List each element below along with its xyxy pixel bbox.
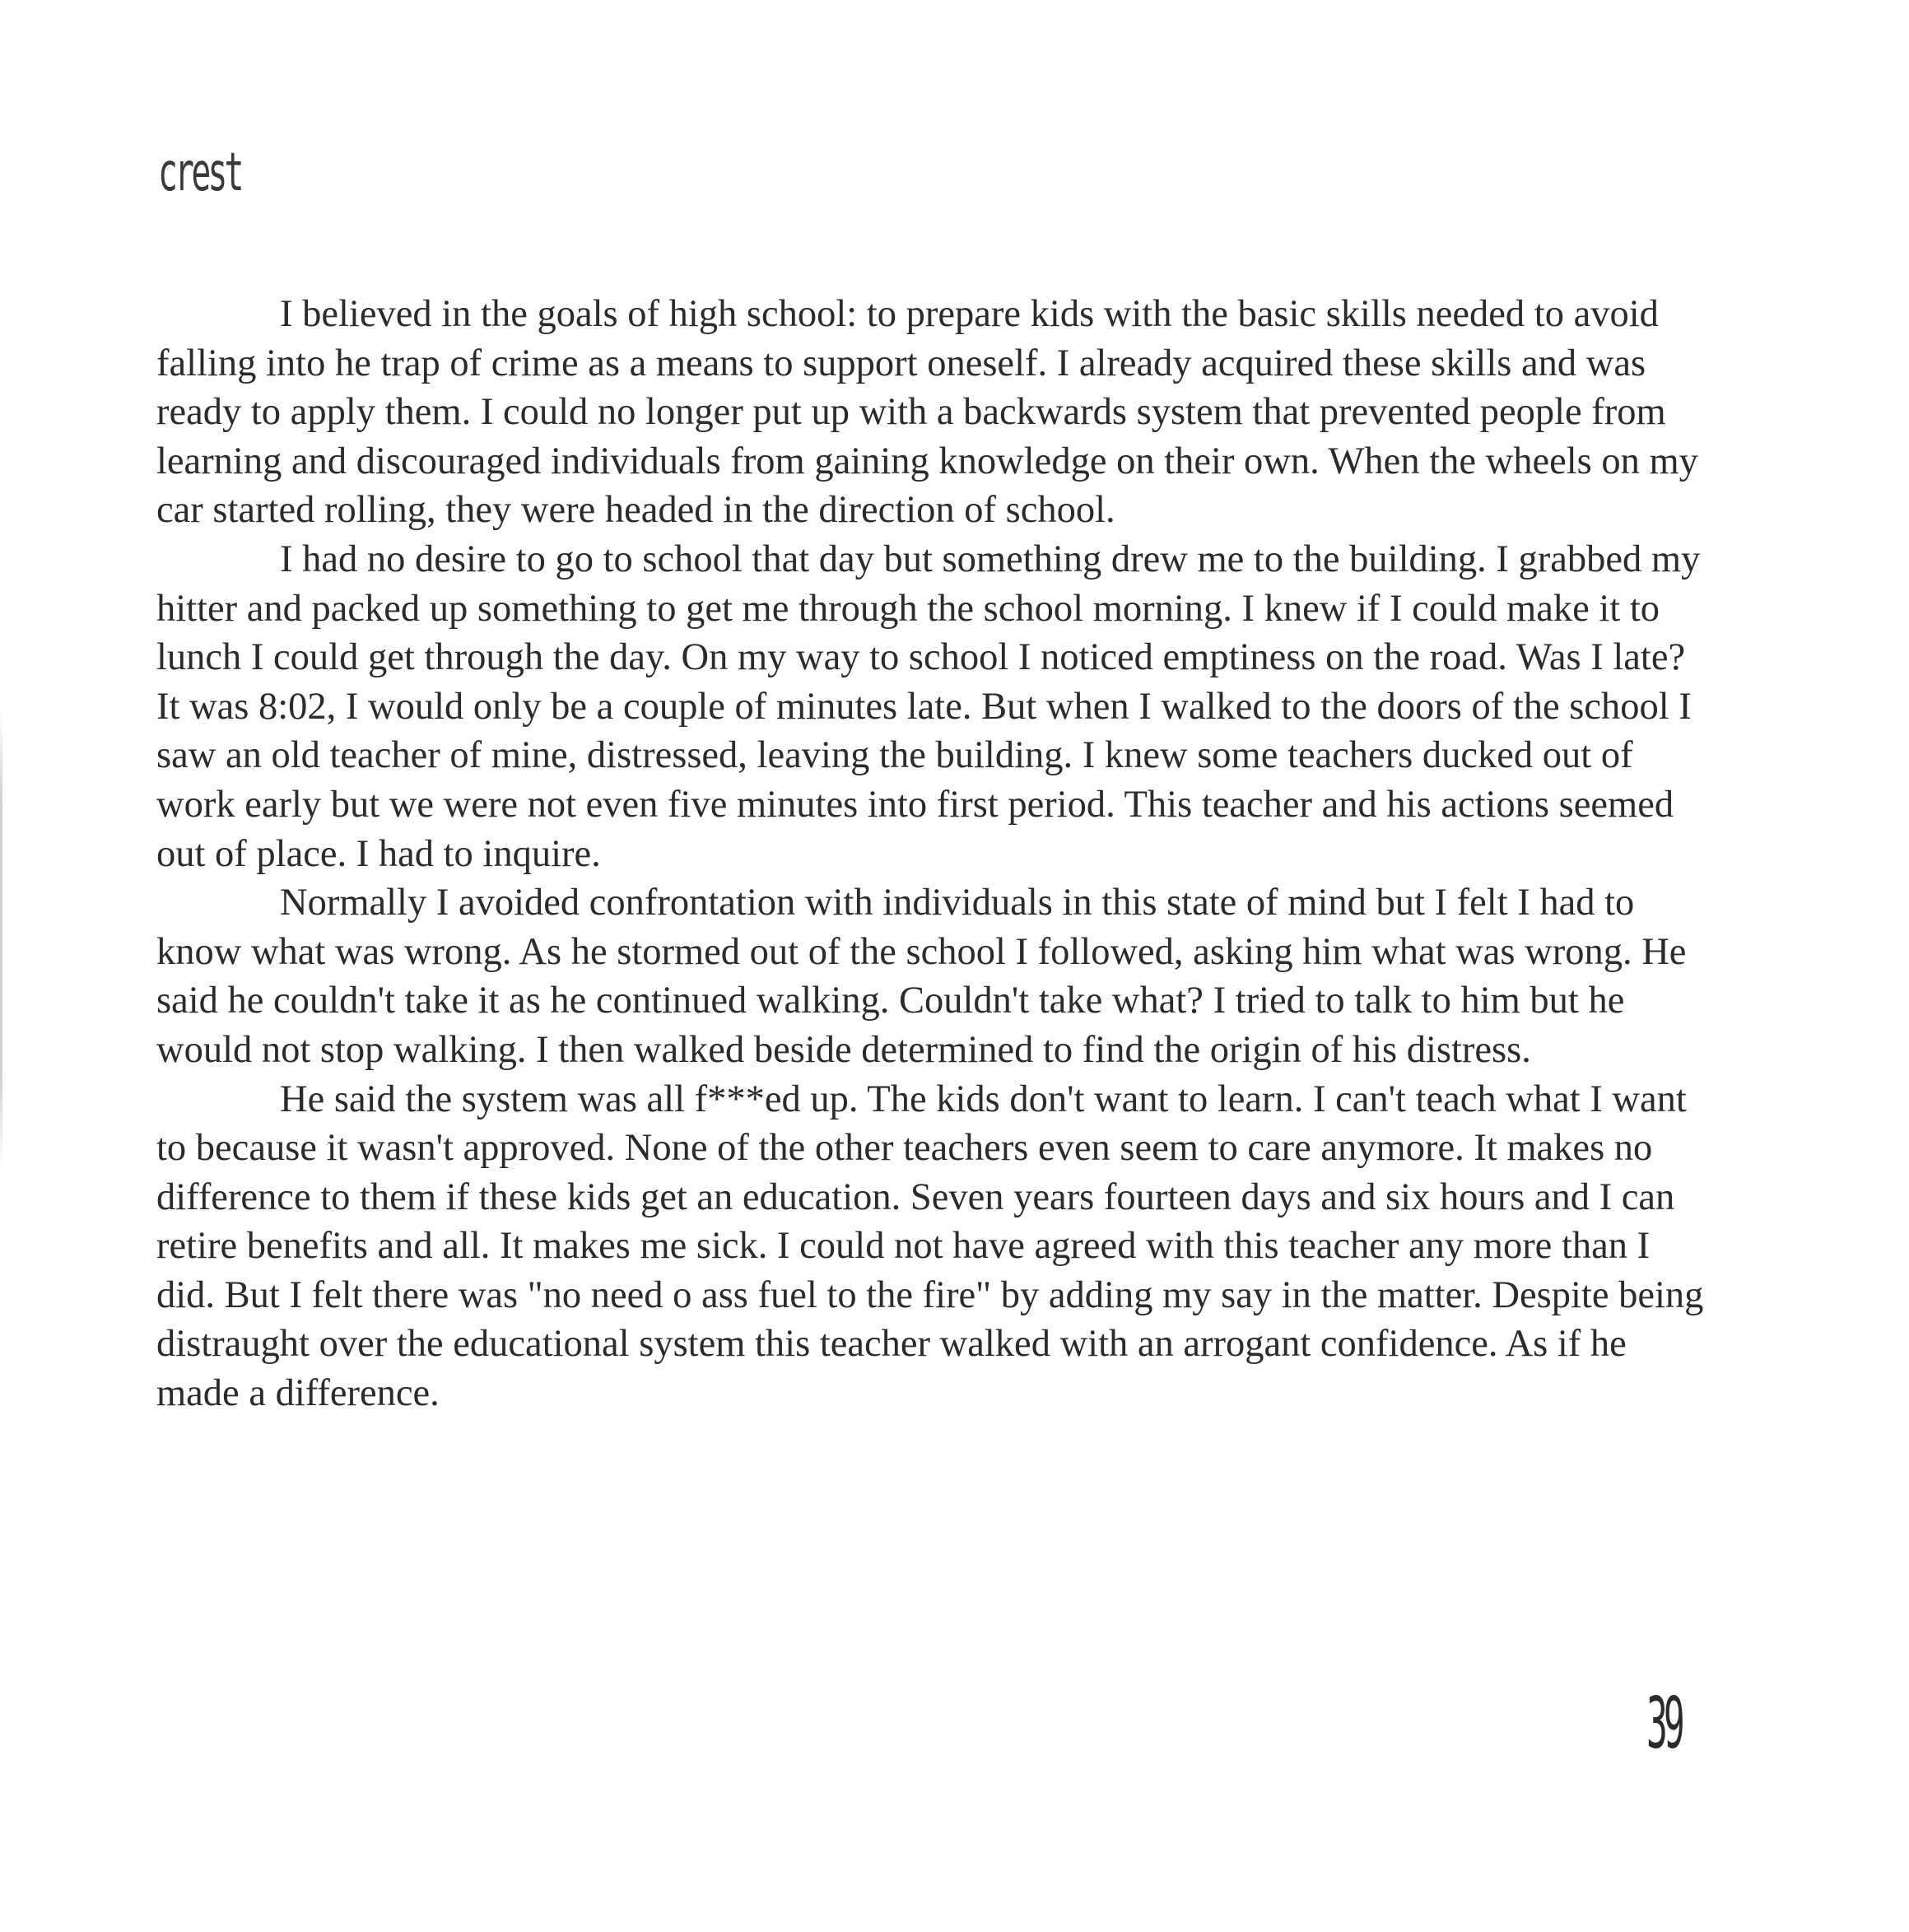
paragraph: I had no desire to go to school that day but something drew me to the building. I grabbed my hitter and packed up something to get me through the school morning. I knew if I could make it to lunch I could get through the day. On my way to school I noticed emptiness on the road. Was I late? It was 8:02, I would only be a couple of minutes late. But when I walked to the doors of the school I saw an old teacher of mine, distressed, leaving the building. I knew some teachers ducked out of work early but we were not even five minutes into first period. This teacher and his actions seemed out of place. I had to inquire. [156, 538, 1701, 875]
body-text [156, 290, 1704, 1418]
page-number: 39 [1646, 1683, 1681, 1765]
paragraph: I believed in the goals of high school: to prepare kids with the basic skills needed to avoid falling into he trap of crime as a means to support oneself. I already acquired these skills and was ready to apply them. I could no longer put up with a backwards system that prevented people from learning and discouraged individuals from gaining knowledge on their own. When the wheels on my car started rolling, they were headed in the direction of school. [156, 293, 1698, 532]
paragraph: Normally I avoided confrontation with individuals in this state of mind but I felt I had to know what was wrong. As he stormed out of the school I followed, asking him what was wrong. He said he couldn't take it as he continued walking. Couldn't take what? I tried to talk to him but he would not stop walking. I then walked beside determined to find the origin of his distress. [156, 882, 1687, 1071]
running-title: crest [158, 142, 241, 203]
paragraph: He said the system was all f***ed up. The kids don't want to learn. I can't teach what I want to because it wasn't approved. None of the other teachers even seem to care anymore. It makes no difference to them if these kids get an education. Seven years fourteen days and six hours and I can retire benefits and all. It makes me sick. I could not have agreed with this teacher any more than I did. But I felt there was "no need o ass fuel to the fire" by adding my say in the matter. Despite being distraught over the educational system this teacher walked with an arrogant confidence. As if he made a difference. [156, 1078, 1704, 1415]
page-binding-edge [0, 708, 2, 1169]
